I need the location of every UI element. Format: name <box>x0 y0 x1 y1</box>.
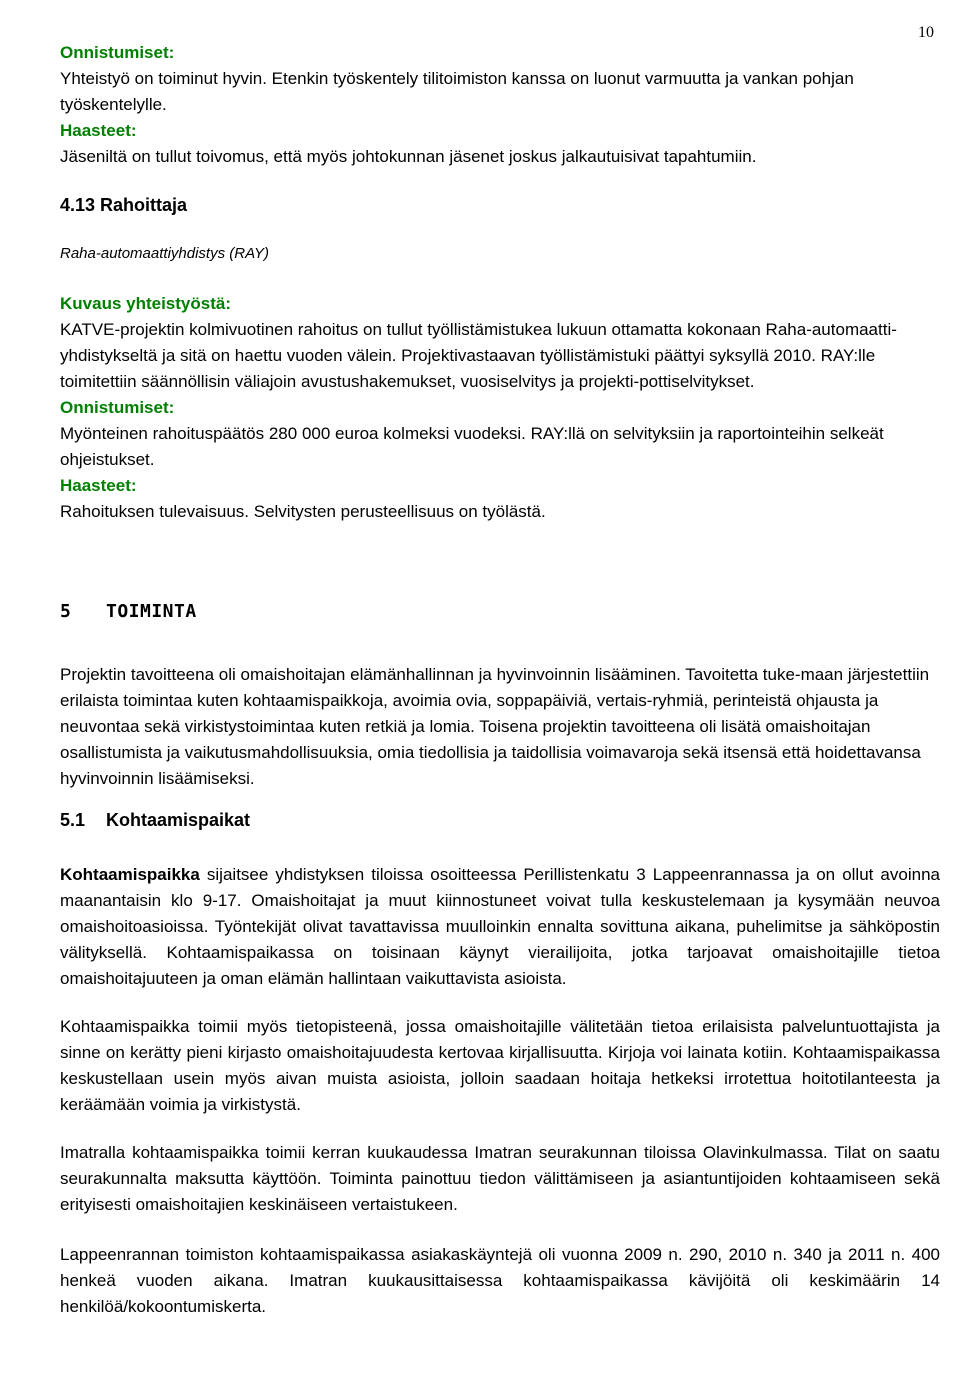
description-label: Kuvaus yhteistyöstä: <box>60 294 231 313</box>
section-5-1-number: 5.1 <box>60 810 86 830</box>
description-text: KATVE-projektin kolmivuotinen rahoitus on tullut työllistämistukea lukuun ottamatta kokonaan Raha-automaatti-yhdistykseltä ja sitä on haettu vuoden välein. Projektivastaavan työllistämistuki päättyi syksyllä 2010. RAY:lle toimitettiin säännöllisin väliajoin avustushakemukset, vuosiselvitys ja projekti-pottiselvitykset. <box>60 320 897 391</box>
funder-block <box>60 291 940 525</box>
section-5-1-paragraph-4: Lappeenrannan toimiston kohtaamispaikassa asiakaskäyntejä oli vuonna 2009 n. 290, 2010 n. 340 ja 2011 n. 400 henkeä vuoden aikana. Imatran kuukausittaisessa kohtaamispaikassa kävijöitä oli keskimäärin 14 henkilöä/kokoontumiskerta. <box>60 1245 940 1316</box>
challenges-text: Jäseniltä on tullut toivomus, että myös johtokunnan jäsenet joskus jalkautuisivat tapahtumiin. <box>60 147 757 166</box>
section-heading-4-13 <box>60 195 187 216</box>
page-number: 10 <box>918 24 934 41</box>
section-heading-number: 4. <box>60 195 76 215</box>
top-success-block <box>60 40 940 170</box>
challenges-label: Haasteet: <box>60 121 137 140</box>
funder-success-label: Onnistumiset: <box>60 398 175 417</box>
section-heading-5-1 <box>60 810 250 831</box>
section-5-1-paragraph-1 <box>60 862 940 992</box>
section-5-title: TOIMINTA <box>106 601 197 622</box>
funder-success-text: Myönteinen rahoituspäätös 280 000 euroa kolmeksi vuodeksi. RAY:llä on selvityksiin ja raportointeihin selkeät ohjeistukset. <box>60 424 884 469</box>
section-heading-5 <box>60 601 197 622</box>
funder-subheading: Raha-automaattiyhdistys (RAY) <box>60 245 269 262</box>
kohtaamispaikka-bold: Kohtaamispaikka <box>60 865 200 884</box>
section-5-1-paragraph-2: Kohtaamispaikka toimii myös tietopisteenä, jossa omaishoitajille välitetään tietoa erilaisista palveluntuottajista ja sinne on kerätty pieni kirjasto omaishoitajuudesta kertovaa kirjallisuutta. Kirjoja voi lainata kotiin. Kohtaamispaikassa keskustellaan usein myös aivan muista asioista, jolloin saadaan hoitaja hetkeksi irrotettua hoitotilanteesta ja keräämään voimia ja virkistystä. <box>60 1017 940 1114</box>
funder-challenges-text: Rahoituksen tulevaisuus. Selvitysten perusteellisuus on työlästä. <box>60 502 546 521</box>
section-5-1-title: Kohtaamispaikat <box>106 810 251 830</box>
section-5-paragraph: Projektin tavoitteena oli omaishoitajan elämänhallinnan ja hyvinvoinnin lisääminen. Tavoitetta tuke-maan järjestettiin erilaista toimintaa kuten kohtaamispaikkoja, avoimia ovia, soppapäiviä, vertais-ryhmiä, perinteistä ohjausta ja neuvontaa sekä virkistystoimintaa kuten retkiä ja lomia. Toisena projektin tavoitteena oli lisätä omaishoitajan osallistumista ja vaikutusmahdollisuuksia, omia tiedollisia ja taidollisia voimavaroja sekä itsensä että hoidettavansa hyvinvoinnin lisäämiseksi. <box>60 665 930 788</box>
paragraph-1-rest: sijaitsee yhdistyksen tiloissa osoitteessa Perillistenkatu 3 Lappeenrannassa ja on ollut avoinna maanantaisin klo 9-17. Omaishoitajat ja muut kiinnostuneet voivat tulla keskustelemaan ja kysymään neuvoa omaishoitoasioissa. Työntekijät olivat tavattavissa muulloinkin ennalta sovittuna aikana, puhelimitse ja sähköpostin välityksellä. Kohtaamispaikassa on toisinaan käynyt vierailijoita, jotka tarjoavat omaishoitajille tietoa omaishoitajuuteen ja oman elämän hallintaan vaikuttavista asioista. <box>60 865 940 988</box>
funder-challenges-label: Haasteet: <box>60 476 137 495</box>
section-5-1-paragraph-3: Imatralla kohtaamispaikka toimii kerran kuukaudessa Imatran seurakunnan tiloissa Olavinkulmassa. Tilat on saatu seurakunnalta maksutta käyttöön. Toiminta painottuu tiedon välittämiseen ja asiantuntijoiden kohtaamiseen sekä erityisesti omaishoitajien keskinäiseen vertaistukeen. <box>60 1143 940 1214</box>
section-heading-text: 13 Rahoittaja <box>75 195 188 215</box>
section-5-number: 5 <box>60 601 72 622</box>
success-label: Onnistumiset: <box>60 43 175 62</box>
success-text: Yhteistyö on toiminut hyvin. Etenkin työskentely tilitoimiston kanssa on luonut varmuutta ja vankan pohjan työskentelylle. <box>60 69 854 114</box>
